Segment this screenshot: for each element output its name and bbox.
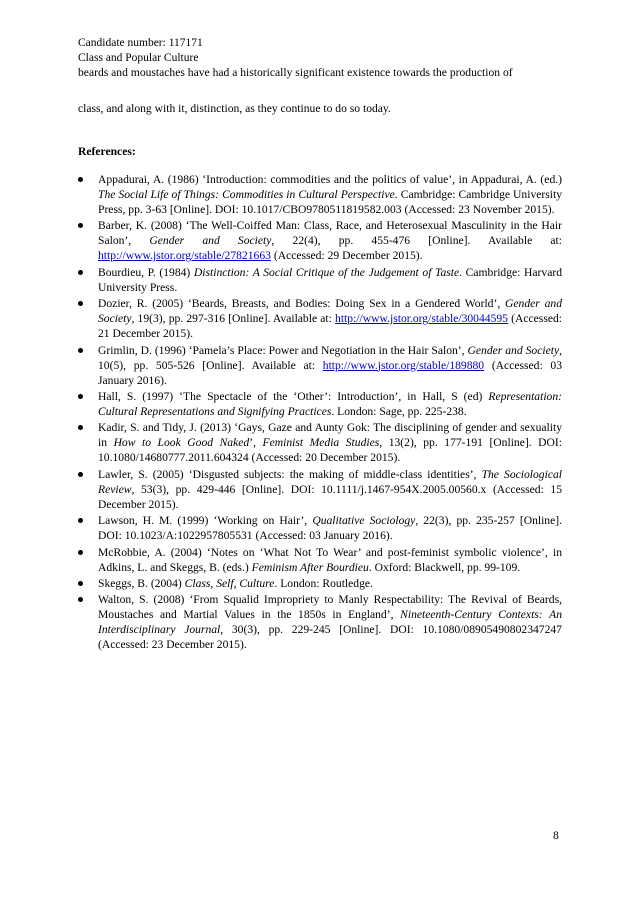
reference-title-italic: Representation: Cultural Representations and Signifying Practices: [98, 389, 562, 418]
bullet-icon: [78, 301, 83, 306]
reference-text: , 30(3), pp. 229-245 [Online]. DOI: 10.1080/08905490802347247 (Accessed: 23 December 2015).: [98, 623, 562, 652]
reference-title-italic: Nineteenth-Century Contexts: An Interdisciplinary Journal: [98, 608, 562, 637]
reference-link[interactable]: http://www.jstor.org/stable/189880: [322, 358, 485, 372]
reference-text: (Accessed: 21 December 2015).: [98, 312, 562, 341]
reference-item: [78, 592, 562, 652]
reference-text: . Cambridge: Harvard University Press.: [98, 265, 563, 294]
reference-item: [78, 265, 562, 295]
bullet-icon: [78, 518, 83, 523]
references-list: [78, 172, 562, 654]
reference-link[interactable]: http://www.jstor.org/stable/27821663: [98, 249, 271, 263]
reference-text: Kadir, S. and Tidy, J. (2013) ‘Gays, Gaze and Aunty Gok: The disciplining of gender and sexuality in: [98, 421, 562, 450]
reference-title-italic: Class, Self, Culture: [184, 576, 275, 590]
reference-title-italic: The Social Life of Things: Commodities in Cultural Perspective: [98, 188, 395, 201]
bullet-icon: [78, 425, 83, 430]
reference-text: , 22(4), pp. 455-476 [Online]. Available at:: [271, 234, 562, 248]
reference-item: [78, 420, 562, 465]
bullet-icon: [78, 550, 83, 555]
reference-text: (Accessed: 29 December 2015).: [270, 249, 423, 263]
reference-text: , 22(3), pp. 235-257 [Online]. DOI: 10.1023/A:1022957805531 (Accessed: 03 January 2016).: [98, 514, 563, 543]
reference-text: Bourdieu, P. (1984): [98, 265, 194, 279]
bullet-icon: [78, 270, 83, 275]
reference-text: Appadurai, A. (1986) ‘Introduction: commodities and the politics of value’, in Appadurai, A. (ed.): [98, 173, 562, 186]
reference-title-italic: Gender and Society: [98, 297, 563, 326]
reference-title-italic: Gender and Society: [467, 343, 560, 357]
reference-text: Skeggs, B. (2004): [98, 576, 185, 590]
reference-text: . Cambridge: Cambridge University Press, pp. 3-63 [Online]. DOI: 10.1017/CBO9780511819582.003 (Accessed: 23 November 2015).: [98, 188, 563, 216]
reference-item: [78, 545, 562, 575]
reference-text: Lawson, H. M. (1999) ‘Working on Hair’,: [98, 514, 313, 528]
body-line-2: class, and along with it, distinction, as they continue to do so today.: [78, 102, 391, 115]
reference-text: (Accessed: 03 January 2016).: [98, 358, 562, 387]
reference-text: . London: Routledge.: [274, 576, 373, 590]
reference-item: [78, 172, 562, 217]
reference-text: , 10(5), pp. 505-526 [Online]. Available at:: [98, 343, 562, 372]
bullet-icon: [78, 597, 83, 602]
course-title: Class and Popular Culture: [78, 52, 199, 64]
bullet-icon: [78, 348, 83, 353]
reference-text: Hall, S. (1997) ‘The Spectacle of the ‘Other’: Introduction’, in Hall, S (ed): [98, 389, 489, 403]
reference-text: McRobbie, A. (2004) ‘Notes on ‘What Not To Wear’ and post-feminist symbolic violence’, in Adkins, L. and Skeggs, B. (eds.): [98, 545, 562, 574]
bullet-icon: [78, 177, 83, 182]
reference-item: [78, 343, 562, 388]
body-paragraph: [78, 64, 562, 117]
page-header: [78, 36, 203, 66]
reference-item: [78, 513, 562, 543]
reference-item: [78, 389, 562, 419]
reference-title-italic: The Sociological Review: [98, 467, 562, 496]
reference-text: , 13(2), pp. 177-191 [Online]. DOI: 10.1080/14680777.2011.604324 (Accessed: 20 December 2015).: [98, 436, 562, 465]
reference-text: , 53(3), pp. 429-446 [Online]. DOI: 10.1111/j.1467-954X.2005.00560.x (Accessed: 15 December 2015).: [98, 482, 562, 511]
bullet-icon: [78, 394, 83, 399]
bullet-icon: [78, 472, 83, 477]
reference-text: Lawler, S. (2005) ‘Disgusted subjects: the making of middle-class identities’,: [98, 467, 482, 481]
reference-item: [78, 576, 562, 591]
candidate-number: Candidate number: 117171: [78, 37, 203, 49]
reference-title-italic: How to Look Good Naked: [113, 436, 250, 450]
reference-text: Dozier, R. (2005) ‘Beards, Breasts, and Bodies: Doing Sex in a Gendered World’,: [98, 297, 506, 311]
reference-text: Grimlin, D. (1996) ‘Pamela’s Place: Power and Negotiation in the Hair Salon’,: [98, 343, 468, 357]
bullet-icon: [78, 223, 83, 228]
reference-item: [78, 218, 562, 263]
reference-item: [78, 296, 562, 341]
reference-title-italic: Feminist Media Studies: [262, 436, 380, 450]
reference-text: Walton, S. (2008) ‘From Squalid Impropriety to Manly Respectability: The Revival of Beards, Moustaches and Martial Values in the 1850s in England’,: [98, 593, 562, 622]
page-number: 8: [553, 829, 559, 842]
reference-title-italic: Distinction: A Social Critique of the Judgement of Taste: [193, 265, 460, 279]
reference-text: , 19(3), pp. 297-316 [Online]. Available at:: [131, 312, 336, 326]
reference-text: . London: Sage, pp. 225-238.: [331, 404, 467, 418]
reference-text: ’,: [249, 436, 263, 450]
reference-text: Barber, K. (2008) ‘The Well-Coiffed Man: Class, Race, and Heterosexual Masculinity in the Hair Salon’,: [98, 219, 562, 248]
reference-title-italic: Qualitative Sociology: [312, 514, 416, 528]
reference-link[interactable]: http://www.jstor.org/stable/30044595: [335, 312, 508, 326]
reference-item: [78, 467, 562, 512]
reference-title-italic: Feminism After Bourdieu: [251, 560, 369, 574]
reference-title-italic: Gender and Society: [149, 234, 272, 248]
reference-text: . Oxford: Blackwell, pp. 99-109.: [368, 560, 521, 574]
references-heading: References:: [78, 145, 136, 158]
bullet-icon: [78, 581, 83, 586]
body-line-1: beards and moustaches have had a historically significant existence towards the production of: [78, 66, 513, 79]
